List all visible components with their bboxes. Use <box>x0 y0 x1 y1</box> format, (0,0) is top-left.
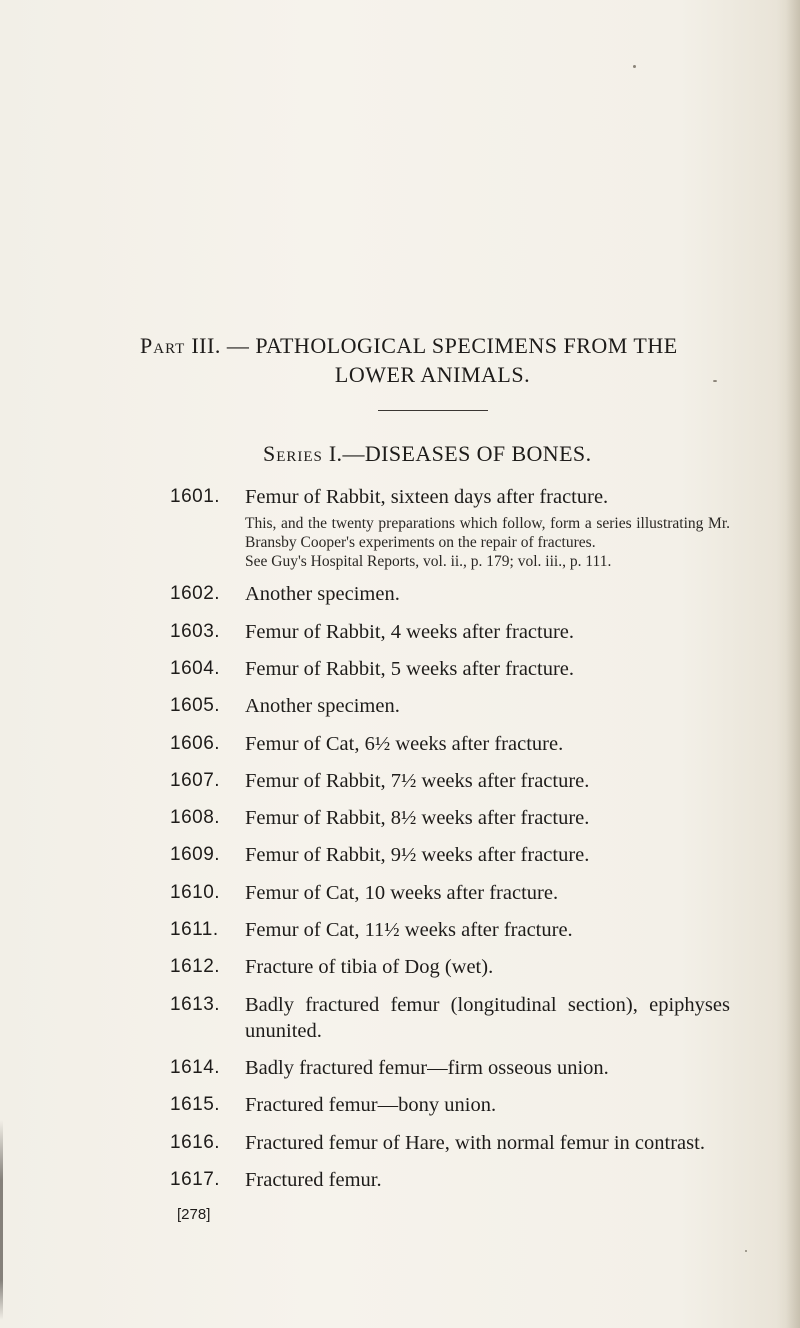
specimen-description: Fractured femur of Hare, with normal femur in contrast. <box>245 1132 705 1154</box>
part-heading-line1 <box>140 332 740 361</box>
specimen-number: 1602. <box>170 583 221 604</box>
specimen-entry <box>170 581 730 607</box>
specimen-number: 1617. <box>170 1169 221 1190</box>
specimen-description: Femur of Rabbit, 8½ weeks after fracture. <box>245 807 590 829</box>
page-number: [278] <box>177 1206 211 1223</box>
specimen-description: Badly fractured femur (longitudinal section), epiphyses ununited. <box>245 994 730 1042</box>
specimen-entry <box>170 693 730 719</box>
series-heading <box>263 441 591 467</box>
page-edge-shadow <box>786 0 800 1328</box>
specimen-note-reference: See Guy's Hospital Reports, vol. ii., p. 179; vol. iii., p. 111. <box>245 553 612 570</box>
specimen-description: Femur of Rabbit, 5 weeks after fracture. <box>245 658 575 680</box>
specimen-number: 1608. <box>170 807 221 828</box>
specimen-description: Badly fractured femur—firm osseous union. <box>245 1057 609 1079</box>
series-word: Series <box>263 441 323 466</box>
specimen-number: 1603. <box>170 621 221 642</box>
specimen-description: Femur of Rabbit, 7½ weeks after fracture. <box>245 770 590 792</box>
specimen-number: 1615. <box>170 1094 221 1115</box>
specimen-note-text: This, and the twenty preparations which follow, form a series illustrating Mr. Bransby Cooper's experiments on the repair of fractures. <box>245 515 730 551</box>
part-heading-line2: LOWER ANIMALS. <box>334 361 531 387</box>
specimen-entry <box>170 917 730 943</box>
specimen-number: 1614. <box>170 1057 221 1078</box>
specimen-description: Femur of Rabbit, sixteen days after fracture. <box>245 486 609 508</box>
specimen-description: Femur of Cat, 10 weeks after fracture. <box>245 882 559 904</box>
specimen-list <box>170 484 730 1193</box>
part-word: Part <box>140 333 186 358</box>
specimen-entry <box>170 619 730 645</box>
specimen-entry <box>170 1130 730 1156</box>
specimen-entry <box>170 768 730 794</box>
specimen-description: Another specimen. <box>245 583 400 605</box>
specimen-number: 1606. <box>170 733 221 754</box>
specimen-entry <box>170 656 730 682</box>
part-heading <box>140 332 740 389</box>
specimen-entry <box>170 805 730 831</box>
specimen-number: 1613. <box>170 994 221 1015</box>
specimen-number: 1607. <box>170 770 221 791</box>
specimen-description: Femur of Cat, 6½ weeks after fracture. <box>245 733 564 755</box>
specimen-note <box>245 514 730 571</box>
specimen-entry <box>170 992 730 1044</box>
specimen-number: 1611. <box>170 919 219 940</box>
specimen-description: Femur of Rabbit, 4 weeks after fracture. <box>245 621 575 643</box>
specimen-description: Another specimen. <box>245 695 400 717</box>
specimen-number: 1604. <box>170 658 221 679</box>
specimen-number: 1605. <box>170 695 221 716</box>
series-heading-rest: I.—DISEASES OF BONES. <box>328 441 592 466</box>
specimen-entry <box>170 1055 730 1081</box>
specimen-description: Fracture of tibia of Dog (wet). <box>245 956 494 978</box>
specimen-description: Femur of Cat, 11½ weeks after fracture. <box>245 919 573 941</box>
specimen-number: 1601. <box>170 486 221 507</box>
specimen-entry <box>170 880 730 906</box>
specimen-description: Fractured femur. <box>245 1169 382 1191</box>
specimen-entry <box>170 1092 730 1118</box>
specimen-entry <box>170 731 730 757</box>
specimen-number: 1609. <box>170 844 221 865</box>
specimen-number: 1612. <box>170 956 221 977</box>
specimen-entry <box>170 484 730 571</box>
paper-speck <box>745 1250 747 1252</box>
specimen-entry <box>170 954 730 980</box>
specimen-number: 1610. <box>170 882 221 903</box>
paper-speck <box>633 65 636 68</box>
heading-divider <box>378 410 488 411</box>
specimen-description: Fractured femur—bony union. <box>245 1094 497 1116</box>
specimen-description: Femur of Rabbit, 9½ weeks after fracture. <box>245 844 590 866</box>
specimen-number: 1616. <box>170 1132 221 1153</box>
binding-mark <box>0 1120 3 1320</box>
specimen-entry <box>170 842 730 868</box>
specimen-entry <box>170 1167 730 1193</box>
part-heading-rest: III. — PATHOLOGICAL SPECIMENS FROM THE <box>191 333 678 358</box>
